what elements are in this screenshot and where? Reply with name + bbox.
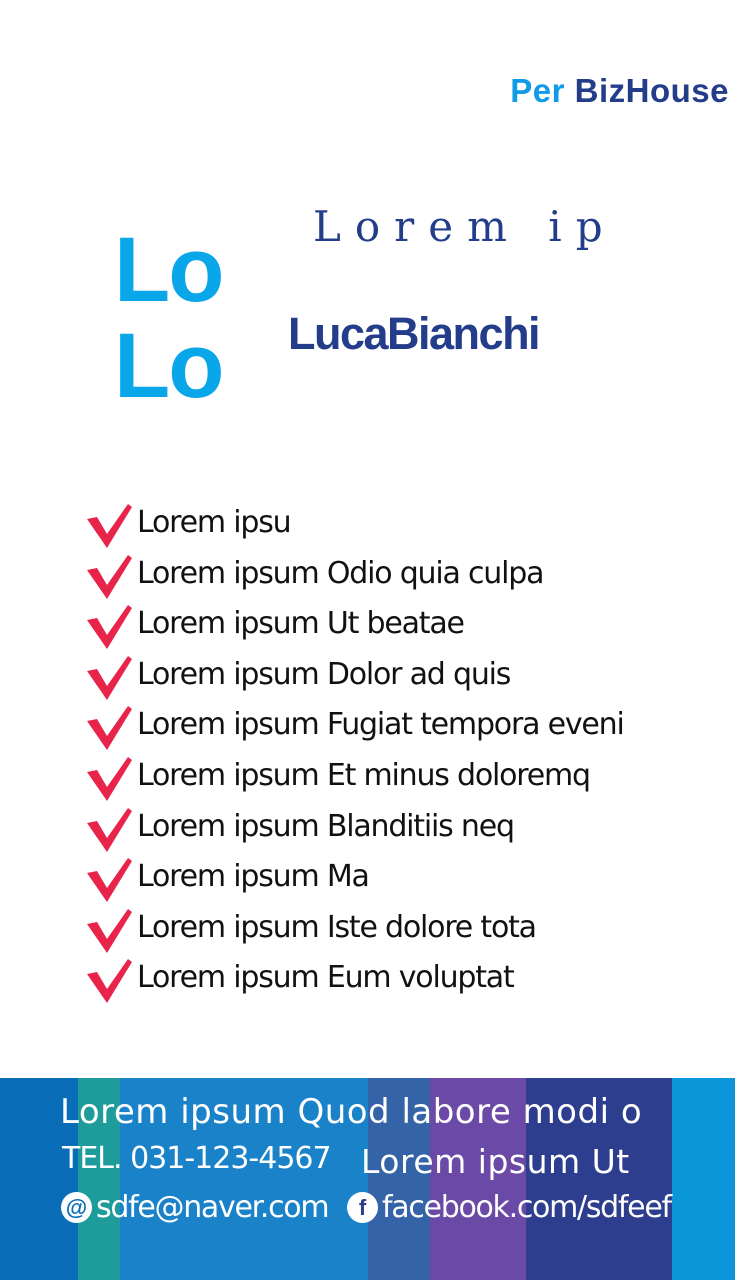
list-item-text: Lorem ipsum Et minus doloremq <box>137 757 590 793</box>
email-address: sdfe@naver.com <box>96 1190 329 1225</box>
brand-logo <box>510 72 729 110</box>
email-contact[interactable] <box>61 1190 328 1225</box>
check-icon <box>86 504 132 550</box>
person-name: LucaBianchi <box>288 308 540 359</box>
list-item-text: Lorem ipsum Fugiat tempora eveni <box>137 707 624 743</box>
list-item <box>86 955 624 1006</box>
card-subtitle: Lorem ip <box>313 202 617 251</box>
feature-checklist <box>86 500 624 1006</box>
list-item-text: Lorem ipsum Ut beatae <box>137 606 464 642</box>
check-icon <box>86 757 132 803</box>
monogram <box>114 219 264 417</box>
list-item <box>86 500 624 551</box>
list-item <box>86 753 624 804</box>
list-item <box>86 601 624 652</box>
list-item <box>86 702 624 753</box>
list-item-text: Lorem ipsum Blanditiis neq <box>137 808 514 844</box>
check-icon <box>86 959 132 1005</box>
monogram-line-2: Lo <box>114 315 223 417</box>
check-icon <box>86 706 132 752</box>
contact-footer <box>0 1078 735 1280</box>
check-icon <box>86 808 132 854</box>
list-item-text: Lorem ipsu <box>137 505 291 540</box>
check-icon <box>86 858 132 904</box>
list-item-text: Lorem ipsum Odio quia culpa <box>137 555 544 591</box>
list-item-text: Lorem ipsum Ma <box>137 859 369 895</box>
phone-number: TEL. 031-123-4567 <box>62 1141 331 1176</box>
at-sign-icon: @ <box>61 1192 92 1223</box>
list-item <box>86 652 624 703</box>
list-item-text: Lorem ipsum Dolor ad quis <box>137 656 511 692</box>
monogram-line-1: Lo <box>114 219 223 321</box>
check-icon <box>86 555 132 601</box>
list-item <box>86 804 624 855</box>
facebook-contact[interactable] <box>347 1190 671 1225</box>
footer-tagline: Lorem ipsum Quod labore modi o <box>60 1092 643 1132</box>
list-item <box>86 551 624 602</box>
brand-logo-part1: Per <box>510 72 565 109</box>
list-item-text: Lorem ipsum Iste dolore tota <box>137 909 536 945</box>
list-item <box>86 905 624 956</box>
check-icon <box>86 909 132 955</box>
check-icon <box>86 605 132 651</box>
list-item <box>86 854 624 905</box>
brand-logo-part2: BizHouse <box>574 72 729 109</box>
facebook-url: facebook.com/sdfeef <box>382 1190 671 1225</box>
footer-caption: Lorem ipsum Ut <box>361 1142 630 1181</box>
check-icon <box>86 656 132 702</box>
facebook-icon: f <box>347 1192 378 1223</box>
list-item-text: Lorem ipsum Eum voluptat <box>137 960 514 996</box>
